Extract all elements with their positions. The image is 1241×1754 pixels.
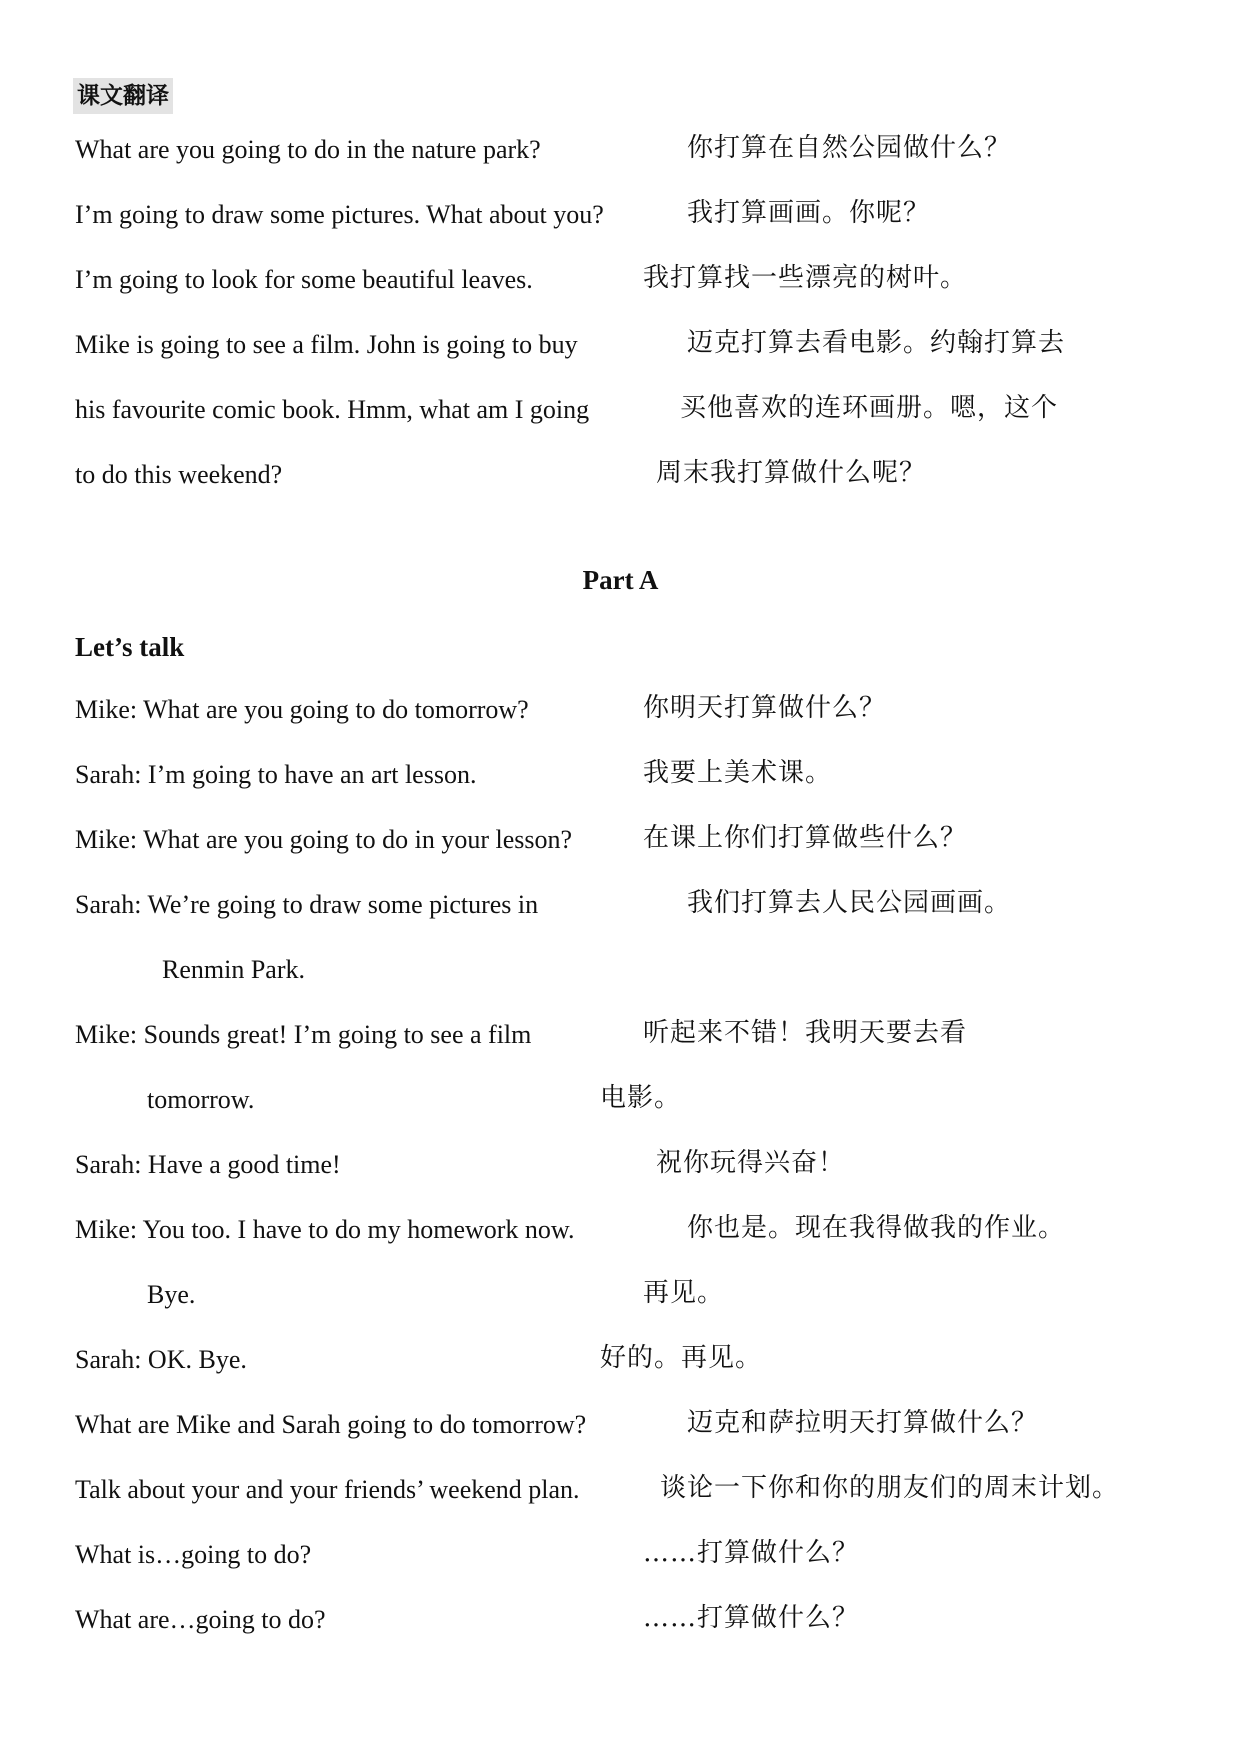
dialogue-line-zh: 在课上你们打算做些什么？ xyxy=(643,823,968,853)
dialogue-line-en: Mike: What are you going to do in your lesson? xyxy=(75,825,573,854)
dialogue-line-en: Mike: Sounds great! I’m going to see a film xyxy=(75,1020,532,1049)
pattern-line-en: What is…going to do? xyxy=(75,1540,312,1569)
dialogue-line-en: Mike: What are you going to do tomorrow? xyxy=(75,695,529,724)
dialogue-line-en: Sarah: Have a good time! xyxy=(75,1150,341,1179)
intro-line-zh: 迈克打算去看电影。约翰打算去 xyxy=(687,328,1066,358)
intro-line-zh: 你打算在自然公园做什么？ xyxy=(687,133,1012,163)
dialogue-line-en: Mike: You too. I have to do my homework now. xyxy=(75,1215,575,1244)
dialogue-line-zh: 我们打算去人民公园画画。 xyxy=(687,888,1012,918)
dialogue-line-en: Sarah: We’re going to draw some pictures in xyxy=(75,890,539,919)
dialogue-line-zh: 再见。 xyxy=(643,1278,725,1308)
dialogue-line-en: Sarah: I’m going to have an art lesson. xyxy=(75,760,477,789)
dialogue-line-en: tomorrow. xyxy=(147,1085,255,1114)
dialogue-line-zh: 电影。 xyxy=(600,1083,682,1113)
dialogue-line-zh: 你也是。现在我得做我的作业。 xyxy=(687,1213,1066,1243)
dialogue-line-en: Renmin Park. xyxy=(162,955,305,984)
intro-line-en: What are you going to do in the nature park? xyxy=(75,135,541,164)
intro-line-en: I’m going to look for some beautiful leaves. xyxy=(75,265,533,294)
lesson-translation-heading: 课文翻译 xyxy=(73,78,173,114)
question-line-en: What are Mike and Sarah going to do tomorrow? xyxy=(75,1410,587,1439)
task-line-zh: 谈论一下你和你的朋友们的周末计划。 xyxy=(660,1473,1120,1503)
pattern-line-en: What are…going to do? xyxy=(75,1605,326,1634)
intro-line-zh: 周末我打算做什么呢？ xyxy=(656,458,927,488)
intro-line-en: his favourite comic book. Hmm, what am I going xyxy=(75,395,590,424)
question-line-zh: 迈克和萨拉明天打算做什么？ xyxy=(687,1408,1039,1438)
dialogue-line-zh: 祝你玩得兴奋！ xyxy=(656,1148,846,1178)
talk-title: Let’s talk xyxy=(75,632,185,662)
intro-line-zh: 我打算画画。你呢？ xyxy=(687,198,931,228)
pattern-line-zh: ……打算做什么？ xyxy=(643,1603,860,1633)
dialogue-line-en: Sarah: OK. Bye. xyxy=(75,1345,247,1374)
intro-line-zh: 买他喜欢的连环画册。嗯，这个 xyxy=(680,393,1059,423)
intro-line-zh: 我打算找一些漂亮的树叶。 xyxy=(643,263,968,293)
dialogue-line-zh: 听起来不错！我明天要去看 xyxy=(643,1018,968,1048)
part-title: Part A xyxy=(582,565,659,595)
task-line-en: Talk about your and your friends’ weekend plan. xyxy=(75,1475,580,1504)
intro-line-en: Mike is going to see a film. John is going to buy xyxy=(75,330,578,359)
intro-line-en: to do this weekend? xyxy=(75,460,283,489)
dialogue-line-en: Bye. xyxy=(147,1280,196,1309)
dialogue-line-zh: 好的。再见。 xyxy=(600,1343,763,1373)
dialogue-line-zh: 你明天打算做什么？ xyxy=(643,693,887,723)
dialogue-line-zh: 我要上美术课。 xyxy=(643,758,833,788)
pattern-line-zh: ……打算做什么？ xyxy=(643,1538,860,1568)
intro-line-en: I’m going to draw some pictures. What about you? xyxy=(75,200,604,229)
